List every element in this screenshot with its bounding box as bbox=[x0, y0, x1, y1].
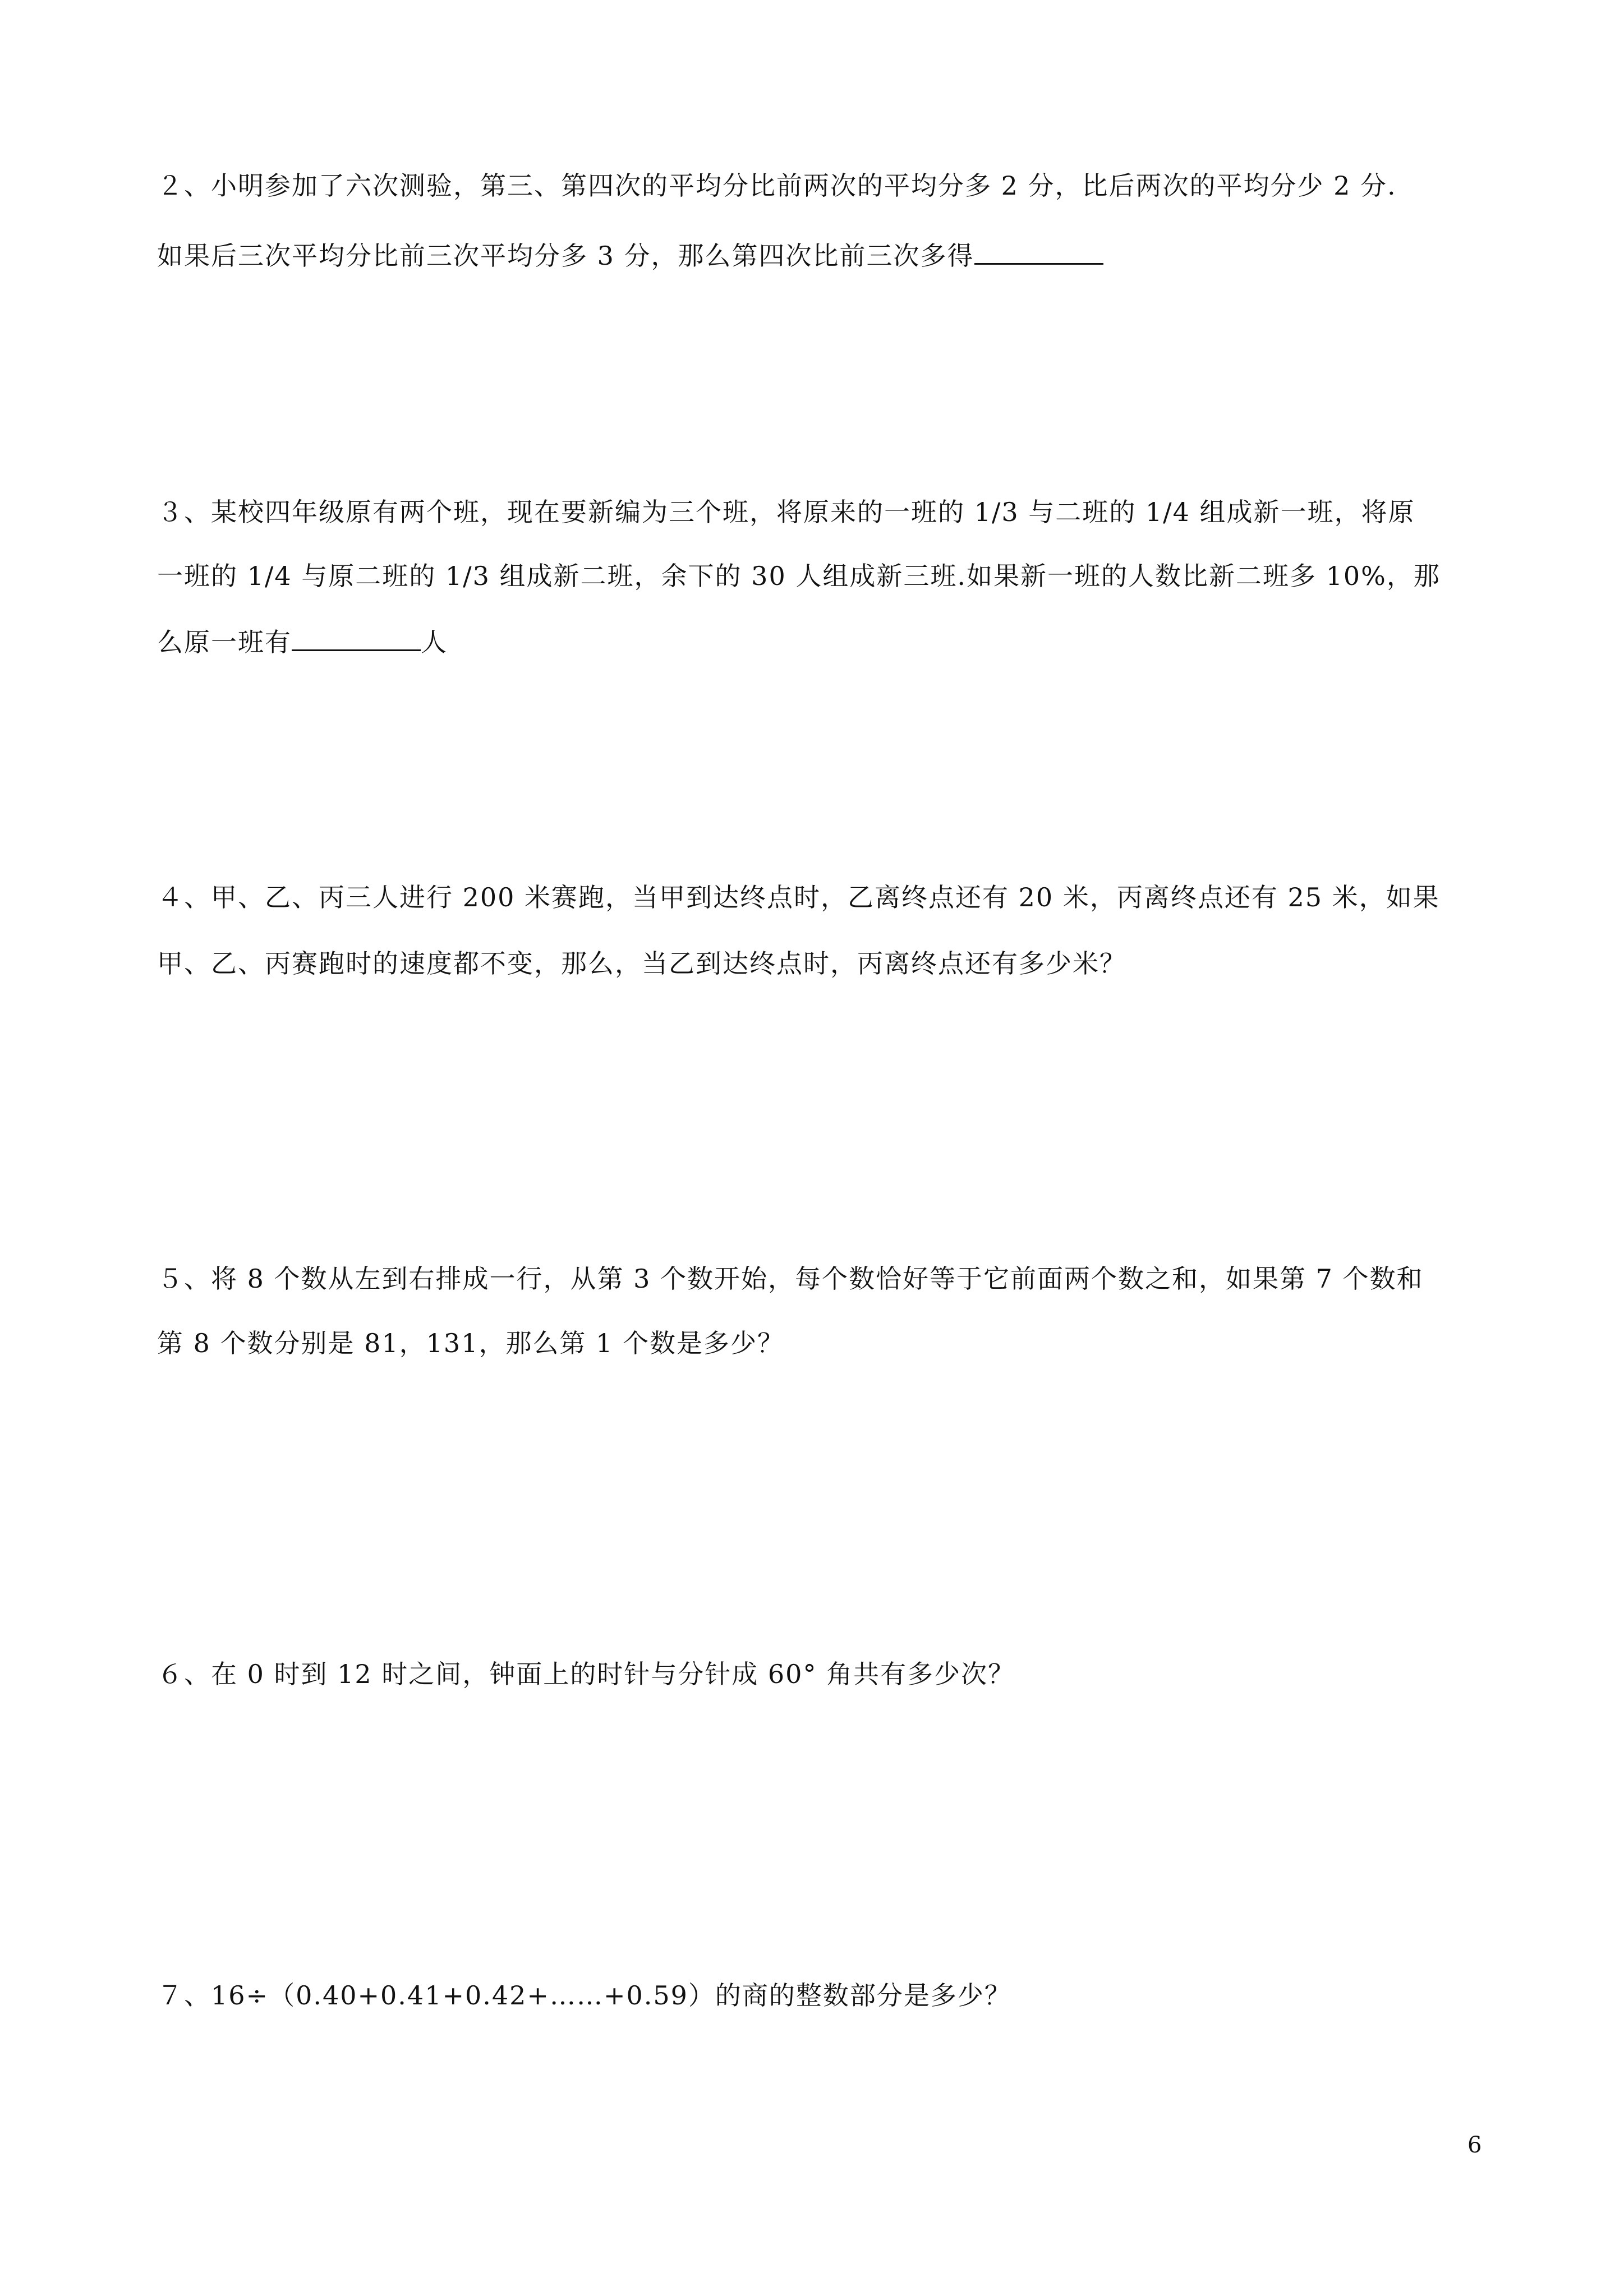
question-7-text-1: ７、16÷（0.40+0.41+0.42+……+0.59）的商的整数部分是多少？ bbox=[157, 1980, 1011, 2011]
answer-blank-q2[interactable] bbox=[974, 238, 1103, 265]
question-6-text-1: ６、在 0 时到 12 时之间，钟面上的时针与分针成 60° 角共有多少次？ bbox=[157, 1659, 1015, 1689]
question-5-line-2 bbox=[157, 1326, 784, 1360]
question-4-text-2: 甲、乙、丙赛跑时的速度都不变，那么，当乙到达终点时，丙离终点还有多少米？ bbox=[157, 948, 1126, 979]
question-3-line-3 bbox=[157, 625, 448, 659]
question-3-line-1 bbox=[157, 495, 1415, 529]
question-3-text-1: ３、某校四年级原有两个班，现在要新编为三个班，将原来的一班的 1/3 与二班的 1/4 组成新一班，将原 bbox=[157, 497, 1415, 527]
page-number: 6 bbox=[1467, 2132, 1482, 2158]
question-5-line-1 bbox=[157, 1262, 1424, 1295]
question-2-line-2 bbox=[157, 238, 1103, 273]
question-6-line-1 bbox=[157, 1657, 1015, 1691]
question-4-line-2 bbox=[157, 947, 1126, 980]
question-4-line-1 bbox=[157, 880, 1440, 914]
question-2-text-1: ２、小明参加了六次测验，第三、第四次的平均分比前两次的平均分多 2 分，比后两次的平均分少 2 分. bbox=[157, 170, 1397, 201]
question-2-line-1 bbox=[157, 169, 1397, 202]
question-5-text-1: ５、将 8 个数从左到右排成一行，从第 3 个数开始，每个数恰好等于它前面两个数之和，如果第 7 个数和 bbox=[157, 1264, 1424, 1294]
question-4-text-1: ４、甲、乙、丙三人进行 200 米赛跑，当甲到达终点时，乙离终点还有 20 米，丙离终点还有 25 米，如果 bbox=[157, 882, 1440, 912]
question-5-text-2: 第 8 个数分别是 81，131，那么第 1 个数是多少？ bbox=[157, 1328, 784, 1358]
question-3-text-2: 一班的 1/4 与原二班的 1/3 组成新二班，余下的 30 人组成新三班.如果新一班的人数比新二班多 10%，那 bbox=[157, 561, 1441, 591]
question-3-line-2 bbox=[157, 559, 1441, 593]
answer-blank-q3[interactable] bbox=[292, 625, 421, 651]
question-7-line-1 bbox=[157, 1979, 1011, 2012]
question-2-text-2: 如果后三次平均分比前三次平均分多 3 分，那么第四次比前三次多得 bbox=[157, 241, 974, 271]
question-3-text-3: 么原一班有 bbox=[157, 627, 292, 657]
question-3-unit: 人 bbox=[421, 627, 448, 657]
